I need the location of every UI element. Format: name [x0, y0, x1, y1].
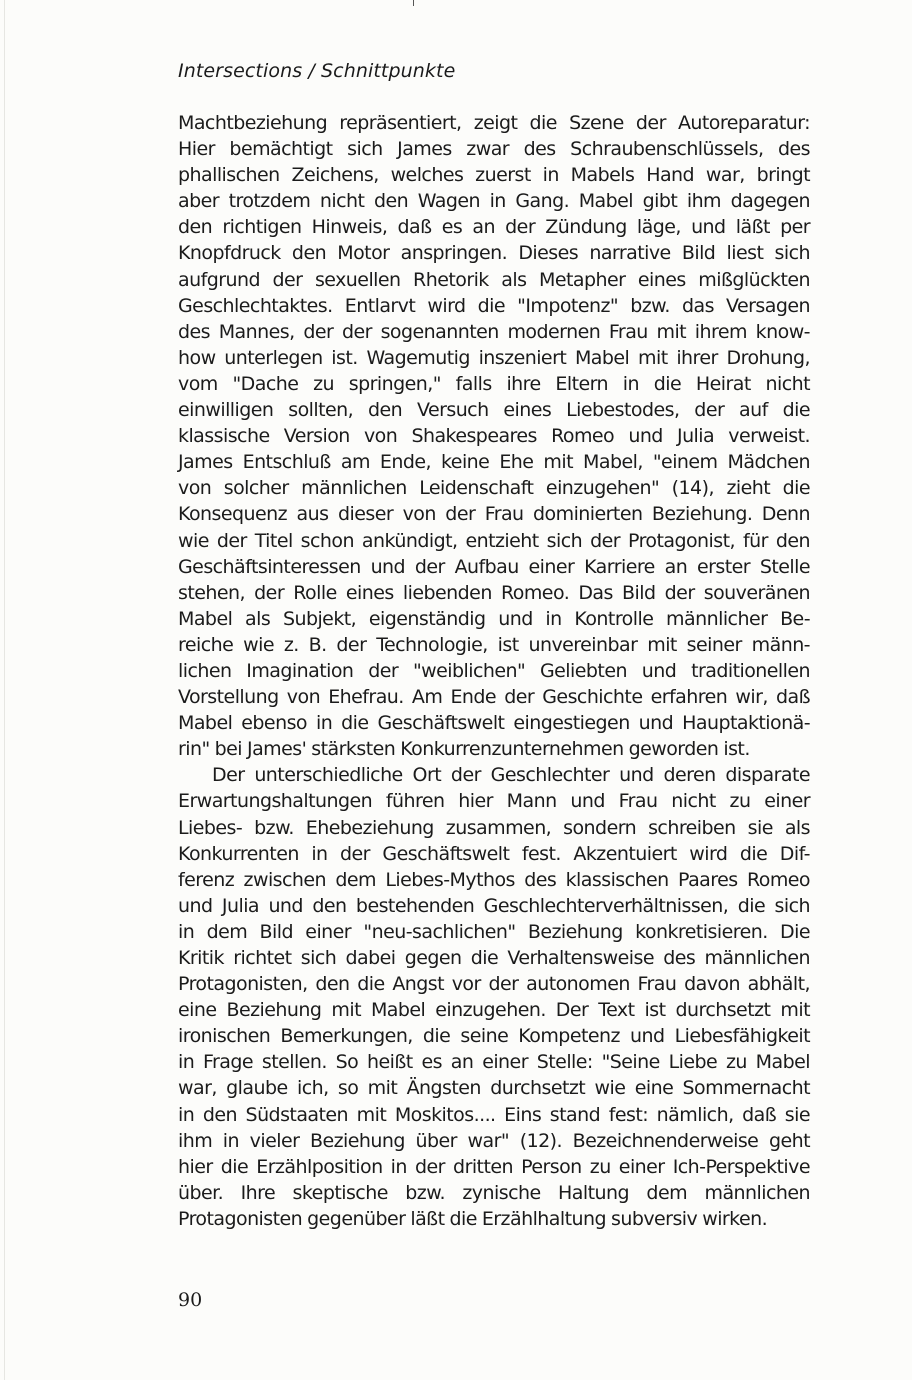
text-line: Machtbeziehung repräsentiert, zeigt die Szene der Autoreparatur: [178, 112, 810, 134]
text-line: des Mannes, der der sogenannten modernen Frau mit ihrem know- [178, 320, 810, 343]
text-line: wie der Titel schon ankündigt, entzieht sich der Protagonist, für den [178, 529, 810, 552]
page-number: 90 [178, 1289, 203, 1311]
text-line: Protagonisten, den die Angst vor der autonomen Frau davon abhält, [178, 973, 810, 996]
running-header: Intersections / Schnittpunkte [178, 60, 456, 82]
text-line: James Entschluß am Ende, keine Ehe mit Mabel, "einem Mädchen [178, 451, 810, 474]
text-line: rin" bei James' stärksten Konkurrenzunternehmen geworden ist. [178, 738, 750, 761]
text-line: Der unterschiedliche Ort der Geschlechter und deren disparate [212, 764, 810, 787]
text-line: lichen Imagination der "weiblichen" Geliebten und traditionellen [178, 659, 810, 682]
text-line: ferenz zwischen dem Liebes-Mythos des klassischen Paares Romeo [178, 868, 810, 891]
text-line: Liebes- bzw. Ehebeziehung zusammen, sondern schreiben sie als [178, 816, 810, 839]
text-line: Vorstellung von Ehefrau. Am Ende der Geschichte erfahren wir, daß [178, 686, 810, 709]
top-margin-mark [413, 0, 414, 6]
text-line: Konsequenz aus dieser von der Frau dominierten Beziehung. Denn [178, 503, 810, 526]
text-line: phallischen Zeichens, welches zuerst in Mabels Hand war, bringt [178, 164, 810, 187]
text-line: eine Beziehung mit Mabel einzugehen. Der Text ist durchsetzt mit [178, 999, 810, 1022]
text-line: in den Südstaaten mit Moskitos.... Eins stand fest: nämlich, daß sie [178, 1103, 810, 1126]
text-line: ihm in vieler Beziehung über war" (12). Bezeichnenderweise geht [178, 1129, 810, 1152]
text-line: war, glaube ich, so mit Ängsten durchsetzt wie eine Sommernacht [178, 1077, 810, 1100]
text-line: Mabel als Subjekt, eigenständig und in Kontrolle männlicher Be- [178, 607, 810, 630]
text-line: Knopfdruck den Motor anspringen. Dieses narrative Bild liest sich [178, 242, 810, 265]
text-line: Konkurrenten in der Geschäftswelt fest. Akzentuiert wird die Dif- [178, 842, 810, 865]
text-line: den richtigen Hinweis, daß es an der Zündung läge, und läßt per [178, 216, 810, 239]
text-line: und Julia und den bestehenden Geschlechterverhältnissen, die sich [178, 894, 810, 917]
text-line: aber trotzdem nicht den Wagen in Gang. Mabel gibt ihm dagegen [178, 190, 810, 213]
page-edge-line [4, 0, 5, 1380]
text-line: in dem Bild einer "neu-sachlichen" Beziehung konkretisieren. Die [178, 920, 810, 943]
text-line: über. Ihre skeptische bzw. zynische Haltung dem männlichen [178, 1181, 810, 1204]
text-line: Geschäftsinteressen und der Aufbau einer Karriere an erster Stelle [178, 555, 810, 578]
text-line: Geschlechtaktes. Entlarvt wird die "Impotenz" bzw. das Versagen [178, 294, 810, 317]
text-line: einwilligen sollten, den Versuch eines Liebestodes, der auf die [178, 399, 810, 422]
body-text [178, 110, 810, 1232]
text-line: vom "Dache zu springen," falls ihre Eltern in die Heirat nicht [178, 372, 810, 395]
text-line: hier die Erzählposition in der dritten Person zu einer Ich-Perspektive [178, 1155, 810, 1178]
text-line: how unterlegen ist. Wagemutig inszeniert Mabel mit ihrer Drohung, [178, 346, 810, 369]
text-line: klassische Version von Shakespeares Romeo und Julia verweist. [178, 425, 810, 448]
text-line: in Frage stellen. So heißt es an einer Stelle: "Seine Liebe zu Mabel [178, 1051, 810, 1074]
text-line: Protagonisten gegenüber läßt die Erzählhaltung subversiv wirken. [178, 1207, 768, 1230]
text-line: aufgrund der sexuellen Rhetorik als Metapher eines mißglückten [178, 268, 810, 291]
text-line: von solcher männlichen Leidenschaft einzugehen" (14), zieht die [178, 477, 810, 500]
text-line: Kritik richtet sich dabei gegen die Verhaltensweise des männlichen [178, 947, 810, 969]
text-line: reiche wie z. B. der Technologie, ist unvereinbar mit seiner männ- [178, 633, 810, 656]
text-line: ironischen Bemerkungen, die seine Kompetenz und Liebesfähigkeit [178, 1025, 810, 1048]
text-line: stehen, der Rolle eines liebenden Romeo. Das Bild der souveränen [178, 581, 810, 604]
text-line: Hier bemächtigt sich James zwar des Schraubenschlüssels, des [178, 138, 810, 161]
text-line: Erwartungshaltungen führen hier Mann und Frau nicht zu einer [178, 790, 810, 813]
text-line: Mabel ebenso in die Geschäftswelt eingestiegen und Hauptaktionä- [178, 712, 810, 735]
